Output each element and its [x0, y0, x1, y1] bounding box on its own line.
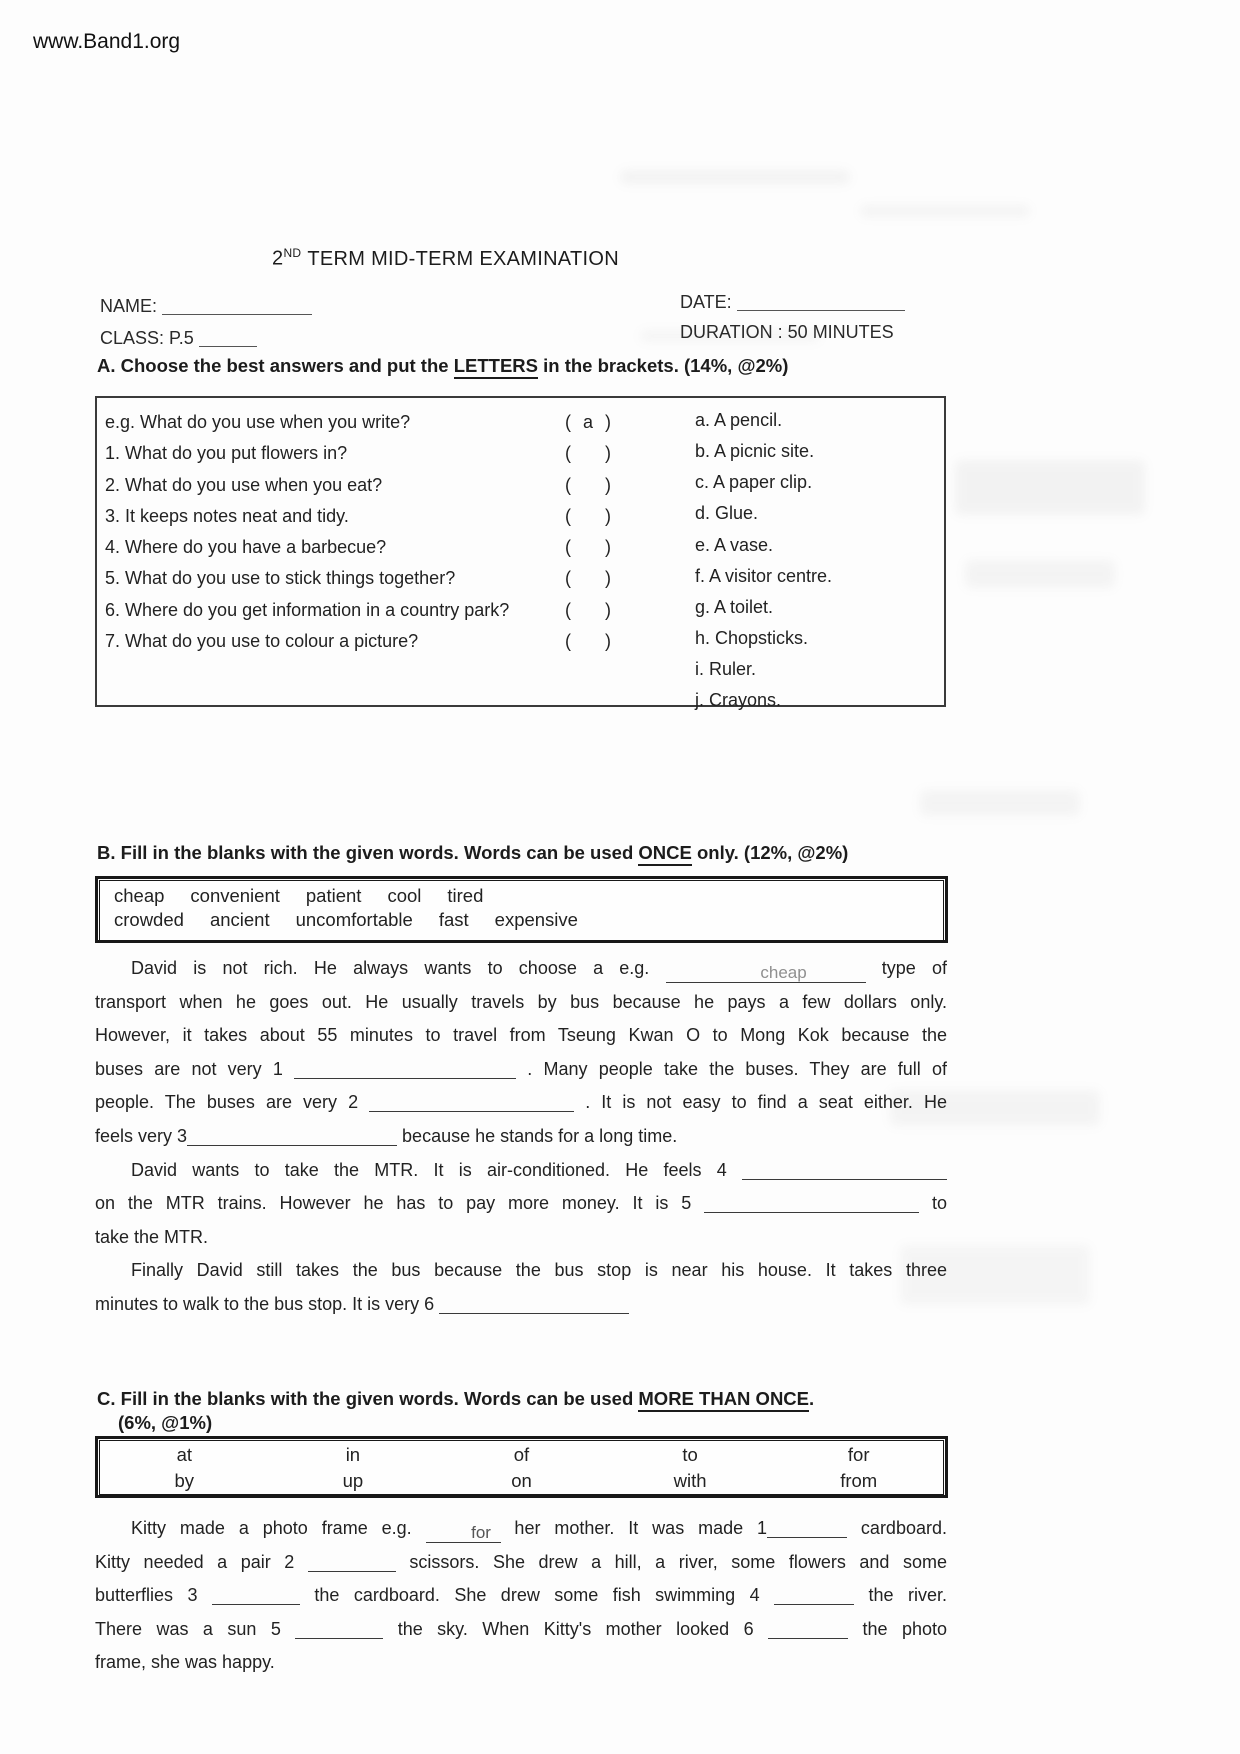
word-option: patient — [305, 885, 362, 906]
word-option: on — [511, 1469, 532, 1491]
title-text: TERM MID-TERM EXAMINATION — [307, 247, 619, 270]
answer-bracket: ( a ) — [565, 407, 611, 438]
paragraph-line — [95, 1546, 947, 1580]
fill-in-blank-line — [294, 1058, 516, 1079]
name-label: NAME: — [100, 296, 158, 316]
paragraph-line — [95, 1613, 947, 1647]
answer-bracket: ( ) — [565, 505, 611, 526]
paragraph-text: Kitty needed a pair 2 — [95, 1551, 308, 1572]
section-c-heading — [97, 1388, 814, 1410]
paragraph-line — [95, 952, 947, 986]
answer-bracket: ( ) — [565, 568, 611, 589]
scan-artifact — [620, 170, 850, 184]
paragraph-line — [95, 1512, 947, 1546]
word-option: cool — [387, 885, 422, 906]
section-a-heading — [97, 355, 788, 377]
word-option: up — [342, 1469, 364, 1491]
date-field — [680, 292, 905, 313]
date-blank-line — [737, 292, 905, 311]
name-blank-line — [162, 296, 312, 315]
word-option: tired — [447, 885, 484, 906]
section-b-word-box — [95, 876, 948, 943]
word-option: crowded — [114, 909, 184, 930]
answer-letter: a — [582, 412, 593, 432]
question-column — [105, 407, 509, 657]
answer-bracket: ( ) — [565, 537, 611, 558]
answer-bracket: ( ) — [565, 474, 611, 495]
section-a-heading-underlined: LETTERS — [454, 355, 538, 379]
option-item: g. A toilet. — [695, 596, 774, 617]
paragraph-line — [95, 1221, 947, 1255]
paragraph-text: However, it takes about 55 minutes to travel from Tseung Kwan O to Mong Kok because the — [95, 1025, 947, 1046]
section-b-heading-post: only. (12%, @2%) — [691, 842, 849, 863]
option-item: e. A vase. — [695, 534, 774, 555]
paragraph-line — [95, 986, 947, 1020]
paragraph-line — [95, 1646, 947, 1680]
word-option: uncomfortable — [295, 909, 413, 930]
duration-label: DURATION : 50 MINUTES — [680, 322, 894, 342]
question-row: 1. What do you put flowers in? — [105, 443, 348, 464]
paragraph-text: feels very 3 — [95, 1125, 188, 1146]
bracket-column — [565, 407, 611, 657]
name-field — [100, 296, 312, 317]
scan-artifact — [955, 460, 1145, 515]
paragraph-text: Kitty made a photo frame e.g. — [131, 1518, 426, 1538]
section-c-word-box — [95, 1436, 948, 1498]
option-item: b. A picnic site. — [695, 441, 815, 462]
paragraph-text: scissors. She drew a hill, a river, some flowers and some — [395, 1551, 947, 1572]
option-item: h. Chopsticks. — [695, 627, 809, 648]
word-option: ancient — [209, 909, 270, 930]
paragraph-text: minutes to walk to the bus stop. It is very 6 — [95, 1293, 440, 1314]
question-row: 7. What do you use to colour a picture? — [105, 631, 419, 652]
word-box-row — [114, 884, 943, 908]
answer-bracket: ( ) — [565, 443, 611, 464]
word-option: fast — [438, 909, 469, 930]
paragraph-text: buses are not very 1 — [95, 1058, 295, 1079]
word-option: cheap — [114, 885, 165, 906]
paragraph-line — [95, 1288, 947, 1322]
paragraph-text: to — [919, 1193, 947, 1214]
options-column — [695, 405, 832, 716]
paragraph-line — [95, 1019, 947, 1053]
word-option: expensive — [494, 909, 578, 930]
fill-in-blank-line — [767, 1517, 847, 1538]
fill-in-blank-line — [666, 962, 866, 983]
page-title — [272, 246, 619, 271]
paragraph-line — [95, 1187, 947, 1221]
paragraph-line — [95, 1086, 947, 1120]
word-option: to — [682, 1444, 698, 1465]
paragraph-text: her mother. It was made 1 — [500, 1518, 768, 1538]
word-option: of — [513, 1444, 530, 1465]
date-label: DATE: — [680, 292, 732, 312]
section-b-heading — [97, 842, 848, 864]
paragraph-text: the sky. When Kitty's mother looked 6 — [383, 1618, 769, 1639]
section-a-table — [95, 396, 946, 711]
paragraph-text: because he stands for a long time. — [397, 1125, 678, 1146]
section-c-paragraph — [95, 1512, 947, 1680]
word-box-row — [114, 908, 943, 932]
paragraph-text: transport when he goes out. He usually travels by bus because he pays a few dollars only. — [95, 991, 947, 1012]
class-field — [100, 328, 257, 349]
paragraph-text: on the MTR trains. However he has to pay more money. It is 5 — [95, 1193, 705, 1214]
class-label: CLASS: P.5 — [100, 328, 194, 348]
blank-answer-text: for — [471, 1523, 491, 1542]
paragraph-line — [95, 1254, 947, 1288]
question-row: 4. Where do you have a barbecue? — [105, 537, 387, 558]
paragraph-text: David is not rich. He always wants to choose a e.g. — [131, 958, 666, 978]
fill-in-blank-line — [187, 1125, 397, 1146]
word-option: by — [174, 1469, 195, 1491]
class-blank-line — [199, 328, 257, 347]
question-row: 6. Where do you get information in a country park? — [105, 599, 510, 620]
fill-in-blank-line — [295, 1618, 383, 1639]
blank-answer-text: cheap — [760, 963, 807, 982]
word-option: for — [847, 1444, 870, 1465]
paragraph-text: cardboard. — [847, 1518, 947, 1538]
paragraph-text: the cardboard. She drew some fish swimming 4 — [299, 1585, 775, 1606]
fill-in-blank-line — [369, 1091, 574, 1112]
paragraph-text: the photo — [848, 1618, 947, 1639]
word-option: at — [176, 1444, 193, 1465]
paragraph-text: people. The buses are very 2 — [95, 1092, 370, 1113]
fill-in-blank-line — [742, 1159, 947, 1180]
paragraph-text: There was a sun 5 — [95, 1618, 296, 1639]
site-watermark: www.Band1.org — [33, 30, 181, 53]
fill-in-blank-line — [212, 1584, 300, 1605]
paragraph-text: frame, she was happy. — [95, 1652, 275, 1673]
section-c-heading-pre: C. Fill in the blanks with the given words. Words can be used — [97, 1388, 639, 1409]
paragraph-line — [95, 1120, 947, 1154]
section-c-heading-marks: (6%, @1%) — [118, 1412, 213, 1433]
scan-artifact — [860, 205, 1030, 217]
word-option: with — [673, 1469, 707, 1491]
option-item: d. Glue. — [695, 503, 759, 524]
fill-in-blank-line — [774, 1584, 854, 1605]
option-item: f. A visitor centre. — [695, 565, 833, 586]
fill-in-blank-line — [308, 1551, 396, 1572]
section-a-heading-post: in the brackets. (14%, @2%) — [537, 355, 789, 376]
option-item: i. Ruler. — [695, 659, 757, 680]
title-ordinal: ND — [283, 246, 302, 260]
paragraph-text: the river. — [854, 1585, 947, 1606]
option-item: c. A paper clip. — [695, 472, 813, 493]
word-option: in — [345, 1444, 361, 1465]
paragraph-line — [95, 1579, 947, 1613]
paragraph-text: take the MTR. — [95, 1226, 209, 1247]
paragraph-text: . It is not easy to find a seat either. He — [574, 1092, 947, 1113]
word-option: convenient — [190, 885, 280, 906]
section-c-heading-underlined: MORE THAN ONCE — [638, 1388, 809, 1412]
option-item: a. A pencil. — [695, 410, 783, 430]
word-option: from — [840, 1469, 878, 1491]
section-b-heading-pre: B. Fill in the blanks with the given words. Words can be used — [97, 842, 639, 863]
paragraph-text: David wants to take the MTR. It is air-conditioned. He feels 4 — [131, 1159, 742, 1180]
fill-in-blank-line — [426, 1522, 501, 1543]
answer-bracket: ( ) — [565, 631, 611, 652]
question-row: 2. What do you use when you eat? — [105, 474, 383, 495]
answer-bracket: ( ) — [565, 599, 611, 620]
question-row: 3. It keeps notes neat and tidy. — [105, 505, 349, 526]
option-item: j. Crayons. — [695, 690, 782, 711]
scan-artifact — [965, 560, 1115, 588]
paragraph-text: . Many people take the buses. They are full of — [516, 1058, 947, 1079]
fill-in-blank-line — [439, 1293, 629, 1314]
question-row: 5. What do you use to stick things together? — [105, 568, 456, 589]
paragraph-text: Finally David still takes the bus because the bus stop is near his house. It takes three — [131, 1260, 947, 1281]
paragraph-line — [95, 1053, 947, 1087]
paragraph-line — [95, 1154, 947, 1188]
fill-in-blank-line — [768, 1618, 848, 1639]
section-b-paragraph — [95, 952, 947, 1322]
title-number: 2 — [272, 247, 284, 270]
section-c-heading-post: . — [809, 1388, 815, 1409]
section-b-heading-underlined: ONCE — [638, 842, 691, 866]
scan-artifact — [920, 790, 1080, 816]
question-row: e.g. What do you use when you write? — [105, 412, 411, 432]
section-a-heading-pre: A. Choose the best answers and put the — [97, 355, 454, 376]
fill-in-blank-line — [704, 1192, 919, 1213]
paragraph-text: butterflies 3 — [95, 1585, 212, 1606]
paragraph-text: type of — [865, 958, 947, 978]
